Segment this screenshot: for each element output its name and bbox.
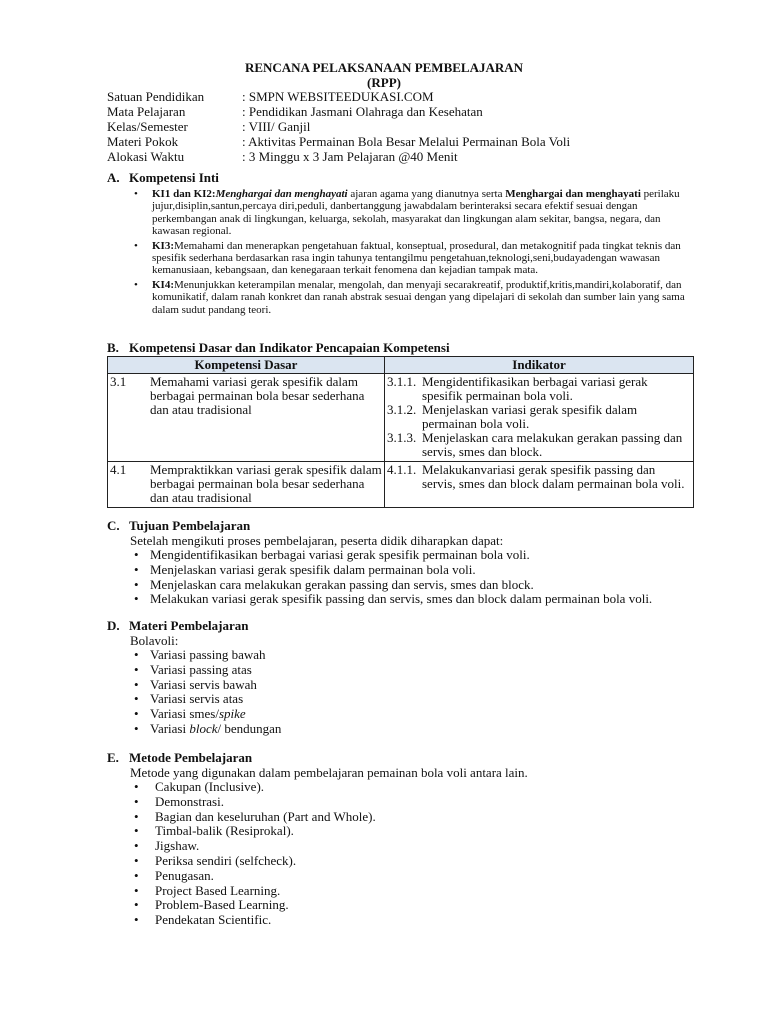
- list-item: • Problem-Based Learning.: [107, 898, 528, 913]
- kd-number: 4.1: [110, 462, 127, 477]
- indicator-cell: [385, 374, 694, 462]
- identity-label: Kelas/Semester: [107, 119, 188, 134]
- list-item: • Melakukan variasi gerak spesifik passing dan servis, smes dan block dalam permainan bola voli.: [107, 592, 652, 607]
- kd-entry: [110, 463, 382, 505]
- identity-label: Materi Pokok: [107, 134, 179, 149]
- section-letter: B.: [107, 340, 119, 355]
- section-title: Kompetensi Inti: [129, 170, 219, 185]
- section-letter: D.: [107, 618, 120, 633]
- identity-row: [107, 104, 570, 119]
- identity-row: [107, 149, 570, 164]
- section-heading: [107, 750, 528, 765]
- kd-entry: [110, 375, 382, 417]
- identity-block: [107, 89, 570, 164]
- ki-text: Memahami dan menerapkan pengetahuan faktual, konseptual, prosedural, dan metakognitif pada tingkat teknis dan spesifik sederhana berdasarkan rasa ingin tahunya tentangilmu pengetahuan,teknologi,seni,budayadengan wawasan kemanusiaan, kebangsaan, dan kenegaraan terkait fenomena dan kejadian tampak mata.: [152, 239, 681, 277]
- materi-list: [107, 648, 281, 737]
- indicator-text: Menjelaskan variasi gerak spesifik dalam permainan bola voli.: [422, 402, 638, 431]
- table-header-kd: Kompetensi Dasar: [108, 357, 385, 374]
- item-italic: block: [189, 720, 218, 736]
- item-italic: spike: [218, 706, 246, 722]
- ki-list: [107, 188, 692, 316]
- list-item: • Variasi servis atas: [107, 692, 281, 707]
- indicator-entry: [387, 403, 691, 431]
- ki-emphasis: Menghargai dan menghayati: [505, 188, 641, 200]
- identity-value: : Aktivitas Permainan Bola Besar Melalui Permainan Bola Voli: [242, 134, 571, 149]
- ki-text: Menunjukkan keterampilan menalar, mengolah, dan menyaji secarakreatif, produktif,kritis,mandiri,kolaboratif, dan komunikatif, dalam ranah konkret dan ranah abstrak sesuai dengan yang dipelajari di sekolah dan sumber lain yang sama dalam sudut pandang teori.: [152, 278, 685, 316]
- list-item: • Pendekatan Scientific.: [107, 913, 528, 928]
- section-letter: E.: [107, 750, 119, 765]
- indicator-entry: [387, 431, 691, 459]
- ki-item: [107, 279, 692, 316]
- section-title: Materi Pembelajaran: [129, 618, 249, 633]
- kd-text: Memahami variasi gerak spesifik dalam berbagai permainan bola besar sederhana dan atau tradisional: [150, 374, 365, 417]
- list-item: [107, 707, 281, 722]
- list-item: • Bagian dan keseluruhan (Part and Whole).: [107, 810, 528, 825]
- kd-indicator-table: [107, 356, 694, 508]
- section-letter: C.: [107, 518, 120, 533]
- identity-value: : SMPN WEBSITEEDUKASI.COM: [242, 89, 434, 104]
- ki-label: KI1 dan KI2:: [152, 188, 216, 200]
- list-item: • Menjelaskan variasi gerak spesifik dalam permainan bola voli.: [107, 563, 652, 578]
- section-heading: [107, 518, 652, 533]
- ki-item: [107, 188, 692, 238]
- table-header-indikator: Indikator: [385, 357, 694, 374]
- section-heading: [107, 340, 694, 355]
- document-title: RENCANA PELAKSANAAN PEMBELAJARAN: [244, 60, 524, 75]
- list-item: • Mengidentifikasikan berbagai variasi gerak spesifik permainan bola voli.: [107, 548, 652, 563]
- identity-row: [107, 89, 570, 104]
- indicator-cell: [385, 462, 694, 508]
- document-header: [0, 60, 768, 90]
- indicator-number: 3.1.3.: [387, 430, 417, 445]
- indicator-text: Menjelaskan cara melakukan gerakan passing dan servis, smes dan block.: [422, 430, 683, 459]
- table-header-row: [108, 357, 694, 374]
- ki-item: [107, 240, 692, 277]
- indicator-entry: [387, 463, 691, 491]
- section-heading: [107, 170, 692, 185]
- section-title: Tujuan Pembelajaran: [129, 518, 251, 533]
- list-item: • Jigshaw.: [107, 839, 528, 854]
- ki-emphasis: Menghargai dan menghayati: [215, 188, 348, 200]
- list-item: [107, 722, 281, 737]
- kd-cell: [108, 374, 385, 462]
- list-item: • Demonstrasi.: [107, 795, 528, 810]
- identity-label: Satuan Pendidikan: [107, 89, 205, 104]
- section-intro: Bolavoli:: [130, 633, 179, 648]
- list-item: • Menjelaskan cara melakukan gerakan passing dan servis, smes dan block.: [107, 578, 652, 593]
- item-text: / bendungan: [217, 720, 282, 736]
- indicator-text: Mengidentifikasikan berbagai variasi gerak spesifik permainan bola voli.: [422, 374, 648, 403]
- identity-row: [107, 134, 570, 149]
- identity-row: [107, 119, 570, 134]
- section-intro: Metode yang digunakan dalam pembelajaran pemainan bola voli antara lain.: [130, 765, 528, 780]
- list-item: • Periksa sendiri (selfcheck).: [107, 854, 528, 869]
- indicator-number: 4.1.1.: [387, 462, 417, 477]
- identity-label: Alokasi Waktu: [107, 149, 185, 164]
- section-heading: [107, 618, 281, 633]
- identity-value: : Pendidikan Jasmani Olahraga dan Kesehatan: [242, 104, 483, 119]
- indicator-number: 3.1.1.: [387, 374, 417, 389]
- ki-text: ajaran agama yang dianutnya serta: [347, 188, 506, 200]
- kd-text: Mempraktikkan variasi gerak spesifik dalam berbagai permainan bola besar sederhana dan atau tradisional: [150, 462, 382, 505]
- section-title: Metode Pembelajaran: [129, 750, 253, 765]
- metode-list: [107, 780, 528, 928]
- list-item: • Variasi passing atas: [107, 663, 281, 678]
- identity-value: : VIII/ Ganjil: [242, 119, 311, 134]
- document-subtitle: (RPP): [367, 75, 401, 90]
- section-intro: Setelah mengikuti proses pembelajaran, peserta didik diharapkan dapat:: [130, 533, 504, 548]
- identity-label: Mata Pelajaran: [107, 104, 186, 119]
- ki-label: KI3:: [152, 239, 174, 252]
- indicator-text: Melakukanvariasi gerak spesifik passing dan servis, smes dan block dalam permainan bola voli.: [422, 462, 685, 491]
- list-item: • Variasi passing bawah: [107, 648, 281, 663]
- list-item: • Timbal-balik (Resiprokal).: [107, 824, 528, 839]
- ki-label: KI4:: [152, 278, 174, 291]
- ki-text: perilaku jujur,disiplin,santun,percaya diri,peduli, danbertanggung jawabdalam berinteraksi secara efektif sesuai dengan perkembangan anak di lingkungan, keluarga, sekolah, masyarakat dan lingkungan alam sekitar, bangsa, negara, dan kawasan regional.: [152, 188, 680, 238]
- section-tujuan: [107, 518, 652, 607]
- section-kompetensi-inti: [107, 170, 692, 318]
- section-metode: [107, 750, 528, 928]
- kd-cell: [108, 462, 385, 508]
- indicator-number: 3.1.2.: [387, 402, 417, 417]
- indicator-entry: [387, 375, 691, 403]
- identity-value: : 3 Minggu x 3 Jam Pelajaran @40 Menit: [242, 149, 458, 164]
- section-title: Kompetensi Dasar dan Indikator Pencapaian Kompetensi: [129, 340, 450, 355]
- kd-number: 3.1: [110, 374, 127, 389]
- list-item: • Variasi servis bawah: [107, 678, 281, 693]
- list-item: • Project Based Learning.: [107, 884, 528, 899]
- table-row: [108, 462, 694, 508]
- section-kompetensi-dasar: [107, 340, 694, 508]
- table-row: [108, 374, 694, 462]
- list-item: • Cakupan (Inclusive).: [107, 780, 528, 795]
- section-letter: A.: [107, 170, 120, 185]
- tujuan-list: [107, 548, 652, 607]
- item-text: Variasi smes/: [150, 706, 219, 722]
- section-materi: [107, 618, 281, 737]
- item-text: Variasi: [150, 720, 190, 736]
- list-item: • Penugasan.: [107, 869, 528, 884]
